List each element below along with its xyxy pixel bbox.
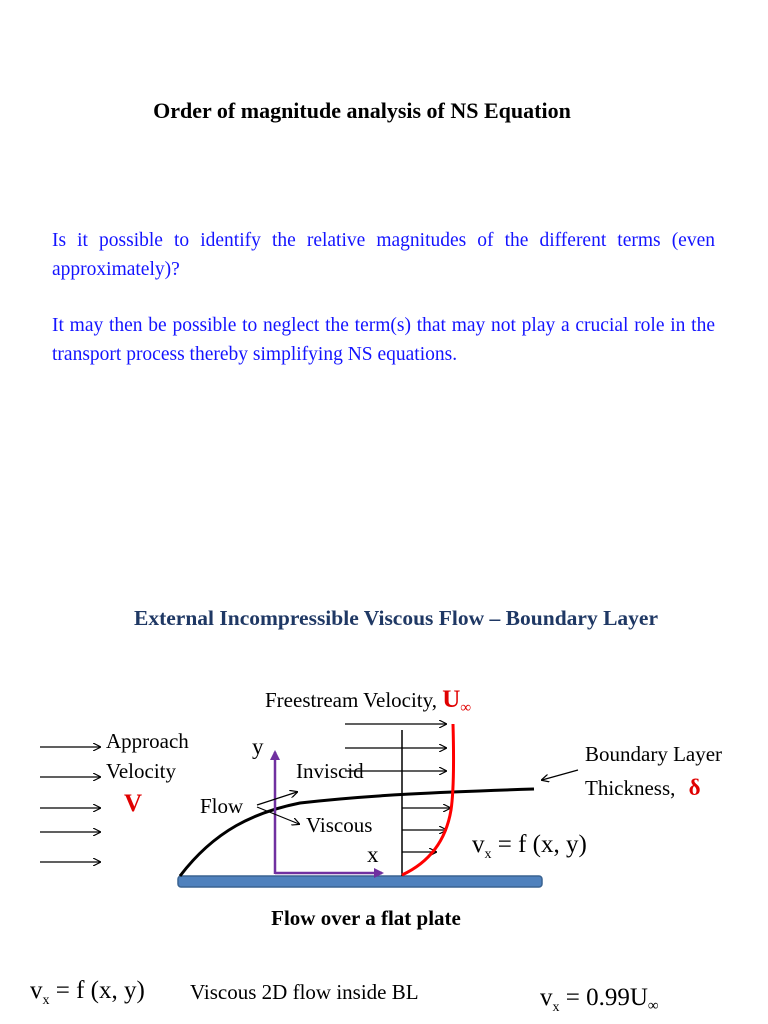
bottom-right-equation: $v_x = 0.99U_\infty$ <box>540 984 659 1015</box>
viscous-label: Viscous <box>306 813 373 837</box>
bl-thickness-line2: Thickness, δ <box>585 775 701 800</box>
approach-label-line1: Approach <box>106 729 189 753</box>
bottom-left-description: Viscous 2D flow inside BL <box>190 980 419 1004</box>
bottom-left-equation: $v_x = f$ (x, y) <box>30 977 145 1008</box>
slide-title: Order of magnitude analysis of NS Equation <box>153 98 571 123</box>
vx-equation: $v_x = f$ (x, y) <box>472 831 587 862</box>
bl-thickness-line1: Boundary Layer <box>585 742 723 766</box>
freestream-label: Freestream Velocity, $U_\infty$ <box>265 686 472 716</box>
section-title: External Incompressible Viscous Flow – Boundary Layer <box>134 606 658 630</box>
y-axis-label: y <box>252 734 264 759</box>
consequence-paragraph: It may then be possible to neglect the term(s) that may not play a crucial role in the transport process thereby simplifying NS equations. <box>52 315 715 365</box>
question-paragraph: Is it possible to identify the relative magnitudes of the different terms (even approximately)? <box>52 230 715 280</box>
flat-plate <box>178 876 542 887</box>
approach-label-line2: Velocity <box>106 759 176 783</box>
profile-arrows <box>402 808 450 852</box>
figure-caption: Flow over a flat plate <box>271 906 461 930</box>
approach-arrows <box>40 747 100 862</box>
inviscid-label: Inviscid <box>296 759 364 783</box>
flow-label: Flow <box>200 794 244 818</box>
approach-velocity-symbol: V <box>124 790 143 817</box>
x-axis-label: x <box>367 842 379 867</box>
